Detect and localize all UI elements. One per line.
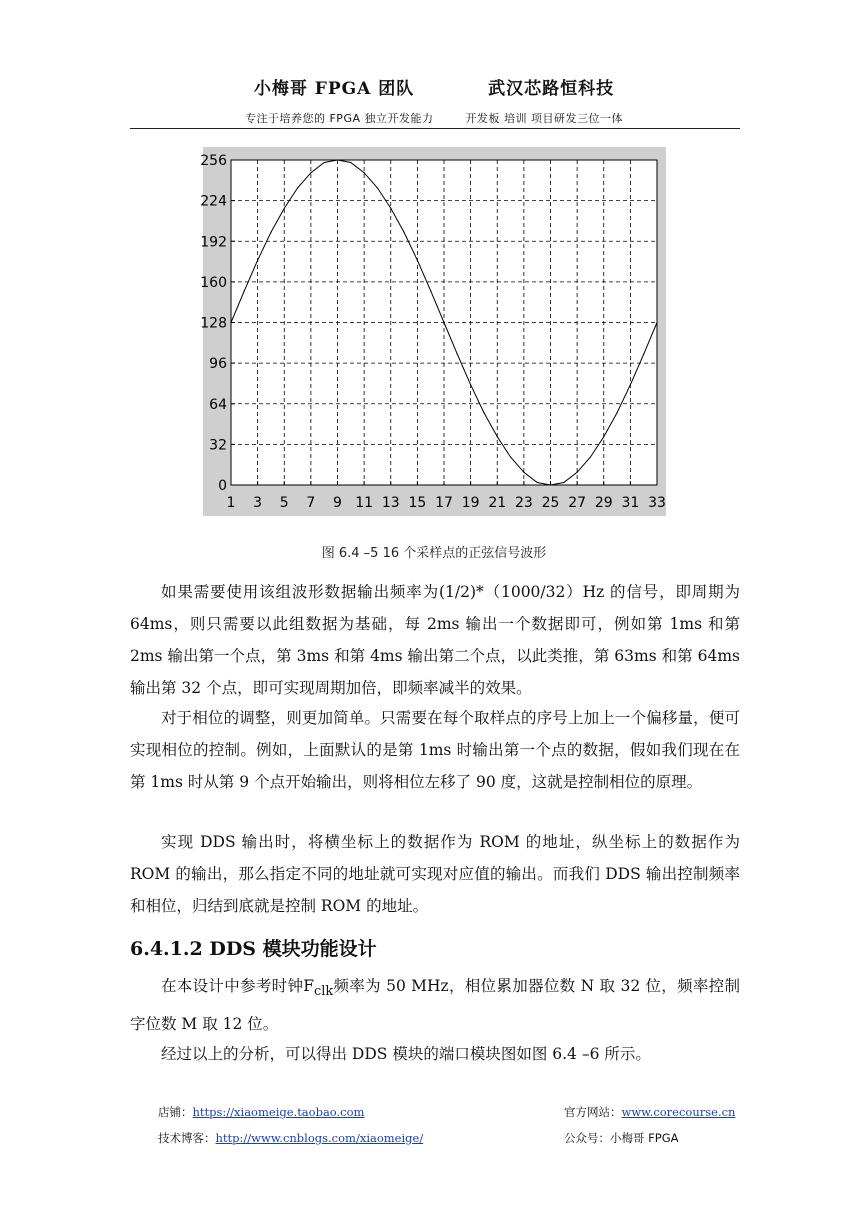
- data-point: [297, 187, 298, 188]
- data-point: [590, 456, 591, 457]
- page-header-title: [0, 74, 868, 99]
- slogan-left: 专注于培养您的 FPGA 独立开发能力: [244, 112, 434, 125]
- paragraph-4: [130, 970, 740, 1040]
- y-tick-label: 192: [200, 234, 227, 251]
- x-tick-label: 17: [435, 495, 453, 511]
- paragraph-4-before: 在本设计中参考时钟F: [161, 977, 315, 995]
- data-point: [537, 482, 538, 483]
- x-tick-label: 25: [541, 495, 560, 511]
- data-point: [616, 412, 617, 413]
- data-point: [310, 172, 311, 173]
- paragraph-2: 对于相位的调整，则更加简单。只需要在每个取样点的序号上加上一个偏移量，便可实现相位的控制。例如，上面默认的是第 1ms 时输出第一个点的数据，假如我们现在在第 1ms 时从第 9 个点开始输出，则将相位左移了 90 度，这就是控制相位的原理。: [130, 709, 740, 791]
- data-point: [257, 260, 258, 261]
- slogan-right: 开发板 培训 项目研发三位一体: [465, 112, 623, 125]
- x-tick-label: 13: [381, 495, 400, 511]
- data-point: [364, 172, 365, 173]
- x-tick-label: 19: [461, 495, 480, 511]
- x-tick-label: 23: [514, 495, 533, 511]
- x-tick-label: 31: [621, 495, 640, 511]
- footer-site-label: 官方网站：: [564, 1105, 622, 1119]
- y-tick-label: 96: [209, 356, 227, 373]
- section-heading: 6.4.1.2 DDS 模块功能设计: [130, 938, 377, 960]
- footer-shop-link[interactable]: https://xiaomeige.taobao.com: [192, 1105, 365, 1119]
- data-point: [550, 484, 551, 485]
- data-point: [630, 384, 631, 385]
- data-point: [417, 260, 418, 261]
- footer-site-link[interactable]: www.corecourse.cn: [621, 1105, 736, 1119]
- x-tick-label: 9: [333, 495, 342, 511]
- figure-caption: 图 6.4 –5 16 个采样点的正弦信号波形: [321, 546, 547, 561]
- x-tick-label: 33: [648, 495, 666, 511]
- x-tick-label: 21: [488, 495, 507, 511]
- x-tick-label: 29: [594, 495, 613, 511]
- footer-site: [564, 1104, 735, 1120]
- x-tick-label: 27: [568, 495, 587, 511]
- x-tick-label: 7: [306, 495, 316, 511]
- data-point: [403, 232, 404, 233]
- x-tick-label: 11: [355, 495, 374, 511]
- data-point: [563, 482, 564, 483]
- y-tick-label: 160: [200, 274, 227, 291]
- data-point: [523, 472, 524, 473]
- data-point: [324, 162, 325, 163]
- data-point: [430, 290, 431, 291]
- x-tick-label: 1: [226, 495, 236, 511]
- y-tick-label: 128: [200, 315, 227, 332]
- y-tick-label: 64: [209, 396, 227, 413]
- paragraph-5: 经过以上的分析，可以得出 DDS 模块的端口模块图如图 6.4 –6 所示。: [161, 1045, 651, 1063]
- x-tick-label: 5: [279, 495, 289, 511]
- y-tick-label: 32: [209, 437, 227, 454]
- x-tick-label: 3: [253, 495, 263, 511]
- header-divider: [130, 128, 740, 129]
- data-point: [244, 290, 245, 291]
- data-point: [230, 322, 231, 323]
- y-tick-label: 256: [200, 153, 227, 169]
- data-point: [350, 162, 351, 163]
- data-point: [337, 159, 338, 160]
- footer-blog-link[interactable]: http://www.cnblogs.com/xiaomeige/: [215, 1131, 424, 1145]
- data-point: [577, 472, 578, 473]
- y-tick-label: 224: [200, 193, 227, 210]
- data-point: [643, 354, 644, 355]
- company-name: 武汉芯路恒科技: [488, 79, 615, 99]
- data-point: [470, 384, 471, 385]
- footer-wechat-label: 公众号：: [564, 1131, 610, 1145]
- footer-blog: [158, 1130, 423, 1146]
- data-point: [497, 436, 498, 437]
- data-point: [656, 322, 657, 323]
- footer-blog-label: 技术博客：: [158, 1131, 216, 1145]
- page-header-slogan: [0, 110, 868, 126]
- data-point: [270, 232, 271, 233]
- paragraph-3: 实现 DDS 输出时，将横坐标上的数据作为 ROM 的地址，纵坐标上的数据作为 ROM 的输出，那么指定不同的地址就可实现对应值的输出。而我们 DDS 输出控制频率和相位，归结到底就是控制 ROM 的地址。: [130, 833, 740, 915]
- sine-wave-chart: [200, 147, 666, 516]
- data-point: [457, 354, 458, 355]
- footer-wechat-value: 小梅哥 FPGA: [610, 1131, 679, 1145]
- y-tick-label: 0: [218, 478, 227, 494]
- paragraph-4-after: 频率为 50 MHz，相位累加器位数 N 取 32 位，频率控制字位数 M 取 12 位。: [130, 977, 740, 1034]
- data-point: [443, 322, 444, 323]
- footer-shop-label: 店铺：: [158, 1105, 193, 1119]
- footer-shop: [158, 1104, 364, 1120]
- data-point: [483, 412, 484, 413]
- data-point: [284, 208, 285, 209]
- data-point: [377, 187, 378, 188]
- footer-wechat: [564, 1130, 678, 1146]
- x-tick-label: 15: [408, 495, 427, 511]
- data-point: [510, 456, 511, 457]
- paragraph-4-subscript: clk: [314, 984, 334, 1000]
- paragraph-1: 如果需要使用该组波形数据输出频率为(1/2)*（1000/32）Hz 的信号，即周期为 64ms，则只需要以此组数据为基础，每 2ms 输出一个数据即可，例如第 1ms 和第 2ms 输出第一个点，第 3ms 和第 4ms 输出第二个点，以此类推，第 63ms 和第 64ms 输出第 32 个点，即可实现周期加倍，即频率减半的效果。: [130, 583, 740, 697]
- data-point: [390, 208, 391, 209]
- team-name: 小梅哥 FPGA 团队: [253, 79, 415, 99]
- data-point: [603, 436, 604, 437]
